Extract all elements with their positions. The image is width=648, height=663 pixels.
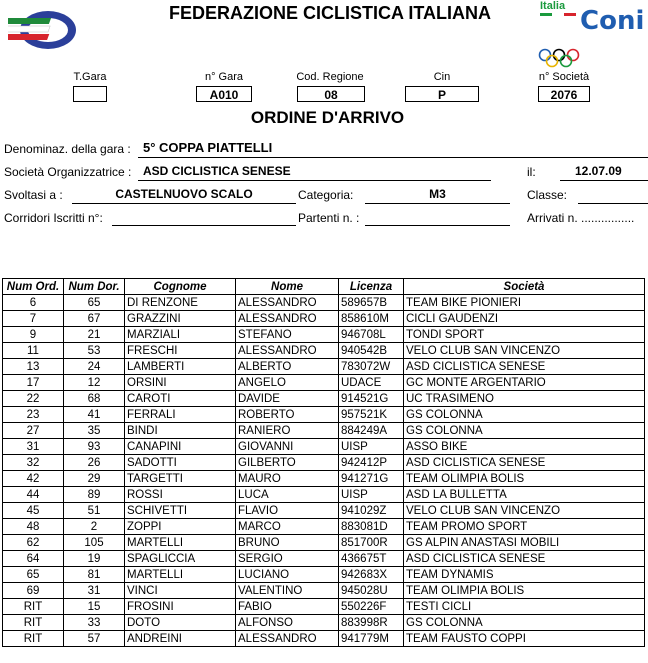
cell-cognome: BINDI bbox=[125, 423, 236, 439]
header-societa: Società bbox=[404, 279, 645, 295]
societa-value: ASD CICLISTICA SENESE bbox=[143, 164, 291, 178]
cell-cognome: DOTO bbox=[125, 615, 236, 631]
n-gara-label: n° Gara bbox=[204, 71, 244, 83]
cell-nome: BRUNO bbox=[236, 535, 339, 551]
cell-num-dor: 93 bbox=[64, 439, 125, 455]
cell-num-dor: 21 bbox=[64, 327, 125, 343]
table-row bbox=[3, 471, 645, 487]
cell-num-ord: 9 bbox=[3, 327, 64, 343]
cell-num-dor: 35 bbox=[64, 423, 125, 439]
cell-cognome: ZOPPI bbox=[125, 519, 236, 535]
societa-underline bbox=[138, 180, 491, 181]
cell-cognome: FERRALI bbox=[125, 407, 236, 423]
cell-licenza: 946708L bbox=[339, 327, 404, 343]
cell-societa: ASD LA BULLETTA bbox=[404, 487, 645, 503]
svoltasi-label: Svoltasi a : bbox=[4, 188, 63, 202]
table-row bbox=[3, 359, 645, 375]
cell-num-ord: 42 bbox=[3, 471, 64, 487]
cell-nome: SERGIO bbox=[236, 551, 339, 567]
cell-num-ord: 31 bbox=[3, 439, 64, 455]
cell-licenza: 942683X bbox=[339, 567, 404, 583]
results-table bbox=[2, 278, 645, 647]
italian-flag-icon bbox=[540, 13, 576, 16]
cell-num-dor: 105 bbox=[64, 535, 125, 551]
header-nome: Nome bbox=[236, 279, 339, 295]
cell-num-ord: 11 bbox=[3, 343, 64, 359]
cell-nome: ALESSANDRO bbox=[236, 343, 339, 359]
cell-nome: FLAVIO bbox=[236, 503, 339, 519]
cell-nome: GIOVANNI bbox=[236, 439, 339, 455]
cell-num-ord: RIT bbox=[3, 631, 64, 647]
cell-cognome: ANDREINI bbox=[125, 631, 236, 647]
cell-societa: GS COLONNA bbox=[404, 615, 645, 631]
cell-num-ord: 13 bbox=[3, 359, 64, 375]
cell-societa: VELO CLUB SAN VINCENZO bbox=[404, 343, 645, 359]
cell-num-ord: 48 bbox=[3, 519, 64, 535]
n-societa-field[interactable]: 2076 bbox=[538, 86, 590, 102]
table-row bbox=[3, 455, 645, 471]
societa-label: Società Organizzatrice : bbox=[4, 165, 132, 179]
cell-cognome: ORSINI bbox=[125, 375, 236, 391]
cell-num-ord: 7 bbox=[3, 311, 64, 327]
categoria-label: Categoria: bbox=[298, 188, 354, 202]
cell-licenza: 858610M bbox=[339, 311, 404, 327]
cell-societa: TEAM OLIMPIA BOLIS bbox=[404, 471, 645, 487]
cell-societa: TESTI CICLI bbox=[404, 599, 645, 615]
cell-num-dor: 33 bbox=[64, 615, 125, 631]
cell-societa: TEAM BIKE PIONIERI bbox=[404, 295, 645, 311]
cell-societa: CICLI GAUDENZI bbox=[404, 311, 645, 327]
cell-num-ord: 32 bbox=[3, 455, 64, 471]
cell-nome: ALESSANDRO bbox=[236, 311, 339, 327]
cell-num-ord: 64 bbox=[3, 551, 64, 567]
corridori-underline bbox=[112, 225, 296, 226]
cin-label: Cin bbox=[433, 71, 451, 83]
table-row bbox=[3, 375, 645, 391]
header-licenza: Licenza bbox=[339, 279, 404, 295]
cell-num-dor: 41 bbox=[64, 407, 125, 423]
t-gara-label: T.Gara bbox=[73, 71, 107, 83]
cell-num-ord: 23 bbox=[3, 407, 64, 423]
cell-licenza: 884249A bbox=[339, 423, 404, 439]
header-num-ord: Num Ord. bbox=[3, 279, 64, 295]
cell-nome: MAURO bbox=[236, 471, 339, 487]
categoria-value: M3 bbox=[429, 187, 446, 201]
cell-societa: GS COLONNA bbox=[404, 407, 645, 423]
cell-nome: ALBERTO bbox=[236, 359, 339, 375]
cell-nome: LUCA bbox=[236, 487, 339, 503]
cell-cognome: SPAGLICCIA bbox=[125, 551, 236, 567]
cell-cognome: SCHIVETTI bbox=[125, 503, 236, 519]
cell-nome: ANGELO bbox=[236, 375, 339, 391]
cell-cognome: ROSSI bbox=[125, 487, 236, 503]
cell-nome: MARCO bbox=[236, 519, 339, 535]
table-row bbox=[3, 583, 645, 599]
cell-num-ord: 45 bbox=[3, 503, 64, 519]
cell-nome: LUCIANO bbox=[236, 567, 339, 583]
cell-nome: FABIO bbox=[236, 599, 339, 615]
cell-licenza: 436675T bbox=[339, 551, 404, 567]
classe-label: Classe: bbox=[527, 188, 568, 202]
cell-societa: GC MONTE ARGENTARIO bbox=[404, 375, 645, 391]
table-row bbox=[3, 423, 645, 439]
arrivati-label: Arrivati n. ................ bbox=[527, 211, 635, 225]
cell-societa: ASD CICLISTICA SENESE bbox=[404, 455, 645, 471]
table-row bbox=[3, 551, 645, 567]
cell-cognome: LAMBERTI bbox=[125, 359, 236, 375]
cin-field[interactable]: P bbox=[405, 86, 479, 102]
cell-societa: TEAM DYNAMIS bbox=[404, 567, 645, 583]
n-societa-label: n° Società bbox=[538, 71, 590, 83]
header-num-dor: Num Dor. bbox=[64, 279, 125, 295]
cell-societa: GS COLONNA bbox=[404, 423, 645, 439]
page-title: FEDERAZIONE CICLISTICA ITALIANA bbox=[169, 3, 491, 23]
denominazione-label: Denominaz. della gara : bbox=[4, 142, 131, 156]
table-row bbox=[3, 391, 645, 407]
svoltasi-underline bbox=[72, 203, 296, 204]
cell-num-dor: 53 bbox=[64, 343, 125, 359]
cell-licenza: UISP bbox=[339, 487, 404, 503]
cell-cognome: FROSINI bbox=[125, 599, 236, 615]
cell-num-ord: RIT bbox=[3, 599, 64, 615]
cell-societa: TEAM OLIMPIA BOLIS bbox=[404, 583, 645, 599]
table-row bbox=[3, 567, 645, 583]
coni-wordmark: Coni bbox=[580, 6, 645, 36]
cell-num-dor: 19 bbox=[64, 551, 125, 567]
cell-num-ord: 65 bbox=[3, 567, 64, 583]
cell-cognome: TARGETTI bbox=[125, 471, 236, 487]
table-row bbox=[3, 535, 645, 551]
table-row bbox=[3, 519, 645, 535]
cell-cognome: MARZIALI bbox=[125, 327, 236, 343]
cell-cognome: SADOTTI bbox=[125, 455, 236, 471]
cell-societa: GS ALPIN ANASTASI MOBILI bbox=[404, 535, 645, 551]
table-row bbox=[3, 327, 645, 343]
cell-cognome: CANAPINI bbox=[125, 439, 236, 455]
cell-cognome: MARTELLI bbox=[125, 567, 236, 583]
cell-nome: VALENTINO bbox=[236, 583, 339, 599]
denominazione-underline bbox=[138, 157, 648, 158]
n-gara-field[interactable]: A010 bbox=[196, 86, 252, 102]
table-row bbox=[3, 503, 645, 519]
partenti-underline bbox=[365, 225, 510, 226]
cell-licenza: 883998R bbox=[339, 615, 404, 631]
cell-licenza: 957521K bbox=[339, 407, 404, 423]
table-row bbox=[3, 615, 645, 631]
cell-societa: ASSO BIKE bbox=[404, 439, 645, 455]
cell-num-dor: 65 bbox=[64, 295, 125, 311]
cell-num-ord: 69 bbox=[3, 583, 64, 599]
cell-licenza: UISP bbox=[339, 439, 404, 455]
cell-societa: TONDI SPORT bbox=[404, 327, 645, 343]
cell-num-ord: 27 bbox=[3, 423, 64, 439]
coni-logo bbox=[530, 0, 645, 75]
table-row bbox=[3, 439, 645, 455]
cell-num-ord: 22 bbox=[3, 391, 64, 407]
il-value: 12.07.09 bbox=[575, 164, 622, 178]
cell-num-dor: 26 bbox=[64, 455, 125, 471]
denominazione-value: 5° COPPA PIATTELLI bbox=[143, 140, 273, 155]
cell-licenza: 941779M bbox=[339, 631, 404, 647]
cell-num-ord: 17 bbox=[3, 375, 64, 391]
table-header-row bbox=[3, 279, 645, 295]
fci-logo bbox=[8, 10, 76, 50]
header-cognome: Cognome bbox=[125, 279, 236, 295]
cell-num-dor: 51 bbox=[64, 503, 125, 519]
cell-num-dor: 68 bbox=[64, 391, 125, 407]
cell-nome: ALFONSO bbox=[236, 615, 339, 631]
corridori-label: Corridori Iscritti n°: bbox=[4, 211, 103, 225]
coni-logo-italia: Italia bbox=[540, 0, 566, 12]
cell-cognome: CAROTI bbox=[125, 391, 236, 407]
table-row bbox=[3, 295, 645, 311]
cell-licenza: 783072W bbox=[339, 359, 404, 375]
cell-licenza: 941029Z bbox=[339, 503, 404, 519]
cell-num-dor: 31 bbox=[64, 583, 125, 599]
cell-num-ord: 62 bbox=[3, 535, 64, 551]
cell-nome: ALESSANDRO bbox=[236, 295, 339, 311]
svoltasi-value: CASTELNUOVO SCALO bbox=[115, 187, 253, 201]
cell-licenza: 914521G bbox=[339, 391, 404, 407]
cell-num-dor: 57 bbox=[64, 631, 125, 647]
cell-cognome: DI RENZONE bbox=[125, 295, 236, 311]
table-row bbox=[3, 407, 645, 423]
cell-num-ord: 6 bbox=[3, 295, 64, 311]
cod-regione-label: Cod. Regione bbox=[296, 71, 364, 83]
t-gara-field[interactable] bbox=[73, 86, 107, 102]
cell-licenza: UDACE bbox=[339, 375, 404, 391]
categoria-underline bbox=[365, 203, 510, 204]
cod-regione-field[interactable]: 08 bbox=[297, 86, 365, 102]
table-row bbox=[3, 311, 645, 327]
cell-societa: UC TRASIMENO bbox=[404, 391, 645, 407]
cell-num-dor: 12 bbox=[64, 375, 125, 391]
table-row bbox=[3, 631, 645, 647]
cell-num-dor: 81 bbox=[64, 567, 125, 583]
document-subtitle: ORDINE D'ARRIVO bbox=[250, 108, 405, 127]
cell-societa: TEAM FAUSTO COPPI bbox=[404, 631, 645, 647]
cell-societa: TEAM PROMO SPORT bbox=[404, 519, 645, 535]
cell-nome: ALESSANDRO bbox=[236, 631, 339, 647]
cell-num-dor: 15 bbox=[64, 599, 125, 615]
cell-licenza: 550226F bbox=[339, 599, 404, 615]
cell-licenza: 940542B bbox=[339, 343, 404, 359]
cell-cognome: GRAZZINI bbox=[125, 311, 236, 327]
table-row bbox=[3, 487, 645, 503]
cell-nome: RANIERO bbox=[236, 423, 339, 439]
cell-licenza: 941271G bbox=[339, 471, 404, 487]
cell-nome: ROBERTO bbox=[236, 407, 339, 423]
cell-licenza: 851700R bbox=[339, 535, 404, 551]
cell-num-ord: RIT bbox=[3, 615, 64, 631]
il-underline bbox=[560, 180, 648, 181]
cell-num-dor: 89 bbox=[64, 487, 125, 503]
partenti-label: Partenti n. : bbox=[298, 211, 360, 225]
cell-nome: GILBERTO bbox=[236, 455, 339, 471]
cell-societa: ASD CICLISTICA SENESE bbox=[404, 359, 645, 375]
cell-num-dor: 67 bbox=[64, 311, 125, 327]
cell-nome: DAVIDE bbox=[236, 391, 339, 407]
cell-num-dor: 2 bbox=[64, 519, 125, 535]
cell-licenza: 883081D bbox=[339, 519, 404, 535]
cell-num-dor: 24 bbox=[64, 359, 125, 375]
cell-num-dor: 29 bbox=[64, 471, 125, 487]
cell-societa: VELO CLUB SAN VINCENZO bbox=[404, 503, 645, 519]
table-row bbox=[3, 343, 645, 359]
cell-licenza: 589657B bbox=[339, 295, 404, 311]
classe-underline bbox=[578, 203, 648, 204]
cell-licenza: 945028U bbox=[339, 583, 404, 599]
table-row bbox=[3, 599, 645, 615]
cell-cognome: MARTELLI bbox=[125, 535, 236, 551]
cell-num-ord: 44 bbox=[3, 487, 64, 503]
cell-nome: STEFANO bbox=[236, 327, 339, 343]
cell-societa: ASD CICLISTICA SENESE bbox=[404, 551, 645, 567]
cell-cognome: FRESCHI bbox=[125, 343, 236, 359]
cell-licenza: 942412P bbox=[339, 455, 404, 471]
il-label: il: bbox=[527, 165, 536, 179]
cell-cognome: VINCI bbox=[125, 583, 236, 599]
